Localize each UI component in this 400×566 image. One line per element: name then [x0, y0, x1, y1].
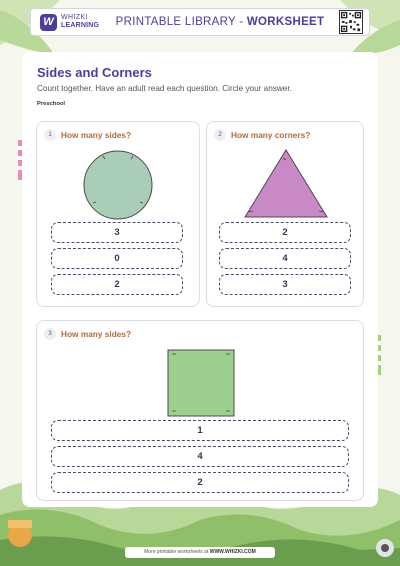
logo-text: [61, 14, 99, 30]
answer-option[interactable]: 3: [51, 222, 183, 243]
logo-line2: LEARNING: [61, 22, 100, 29]
worksheet-level: Preschool: [37, 101, 66, 107]
answer-option[interactable]: 3: [219, 274, 351, 295]
question-text: How many sides?: [61, 329, 132, 339]
square-shape: [167, 349, 235, 417]
answer-option[interactable]: 2: [51, 274, 183, 295]
answer-option[interactable]: 2: [51, 472, 349, 493]
answer-option[interactable]: 4: [51, 446, 349, 467]
logo-line1: WHIZKI: [61, 14, 88, 21]
question-number: 2: [214, 129, 226, 141]
header-bar: [30, 8, 370, 36]
question-card-2: [206, 121, 364, 307]
answer-option[interactable]: 2: [219, 222, 351, 243]
question-card-3: [36, 320, 364, 501]
triangle-shape: [243, 148, 329, 220]
header-title: [111, 16, 329, 28]
logo-mark: W: [40, 14, 57, 31]
answer-option[interactable]: 0: [51, 248, 183, 269]
header-title-prefix: PRINTABLE LIBRARY -: [115, 16, 247, 28]
worksheet-page: [22, 52, 378, 507]
answer-option[interactable]: 4: [219, 248, 351, 269]
worksheet-instructions: Count together. Have an adult read each question. Circle your answer.: [37, 84, 292, 93]
qr-code-icon[interactable]: [339, 10, 363, 34]
header-title-bold: WORKSHEET: [246, 16, 325, 28]
question-text: How many corners?: [231, 130, 311, 140]
footer-link[interactable]: [125, 547, 275, 558]
footer-site[interactable]: WWW.WHIZKI.COM: [209, 549, 256, 555]
logo[interactable]: [40, 14, 99, 31]
question-text: How many sides?: [61, 130, 132, 140]
question-number: 3: [44, 328, 56, 340]
circle-shape: [81, 148, 155, 222]
worksheet-title: Sides and Corners: [37, 65, 152, 80]
question-number: 1: [44, 129, 56, 141]
footer-prefix: More printable worksheets at: [144, 549, 210, 555]
question-card-1: [36, 121, 200, 307]
answer-option[interactable]: 1: [51, 420, 349, 441]
